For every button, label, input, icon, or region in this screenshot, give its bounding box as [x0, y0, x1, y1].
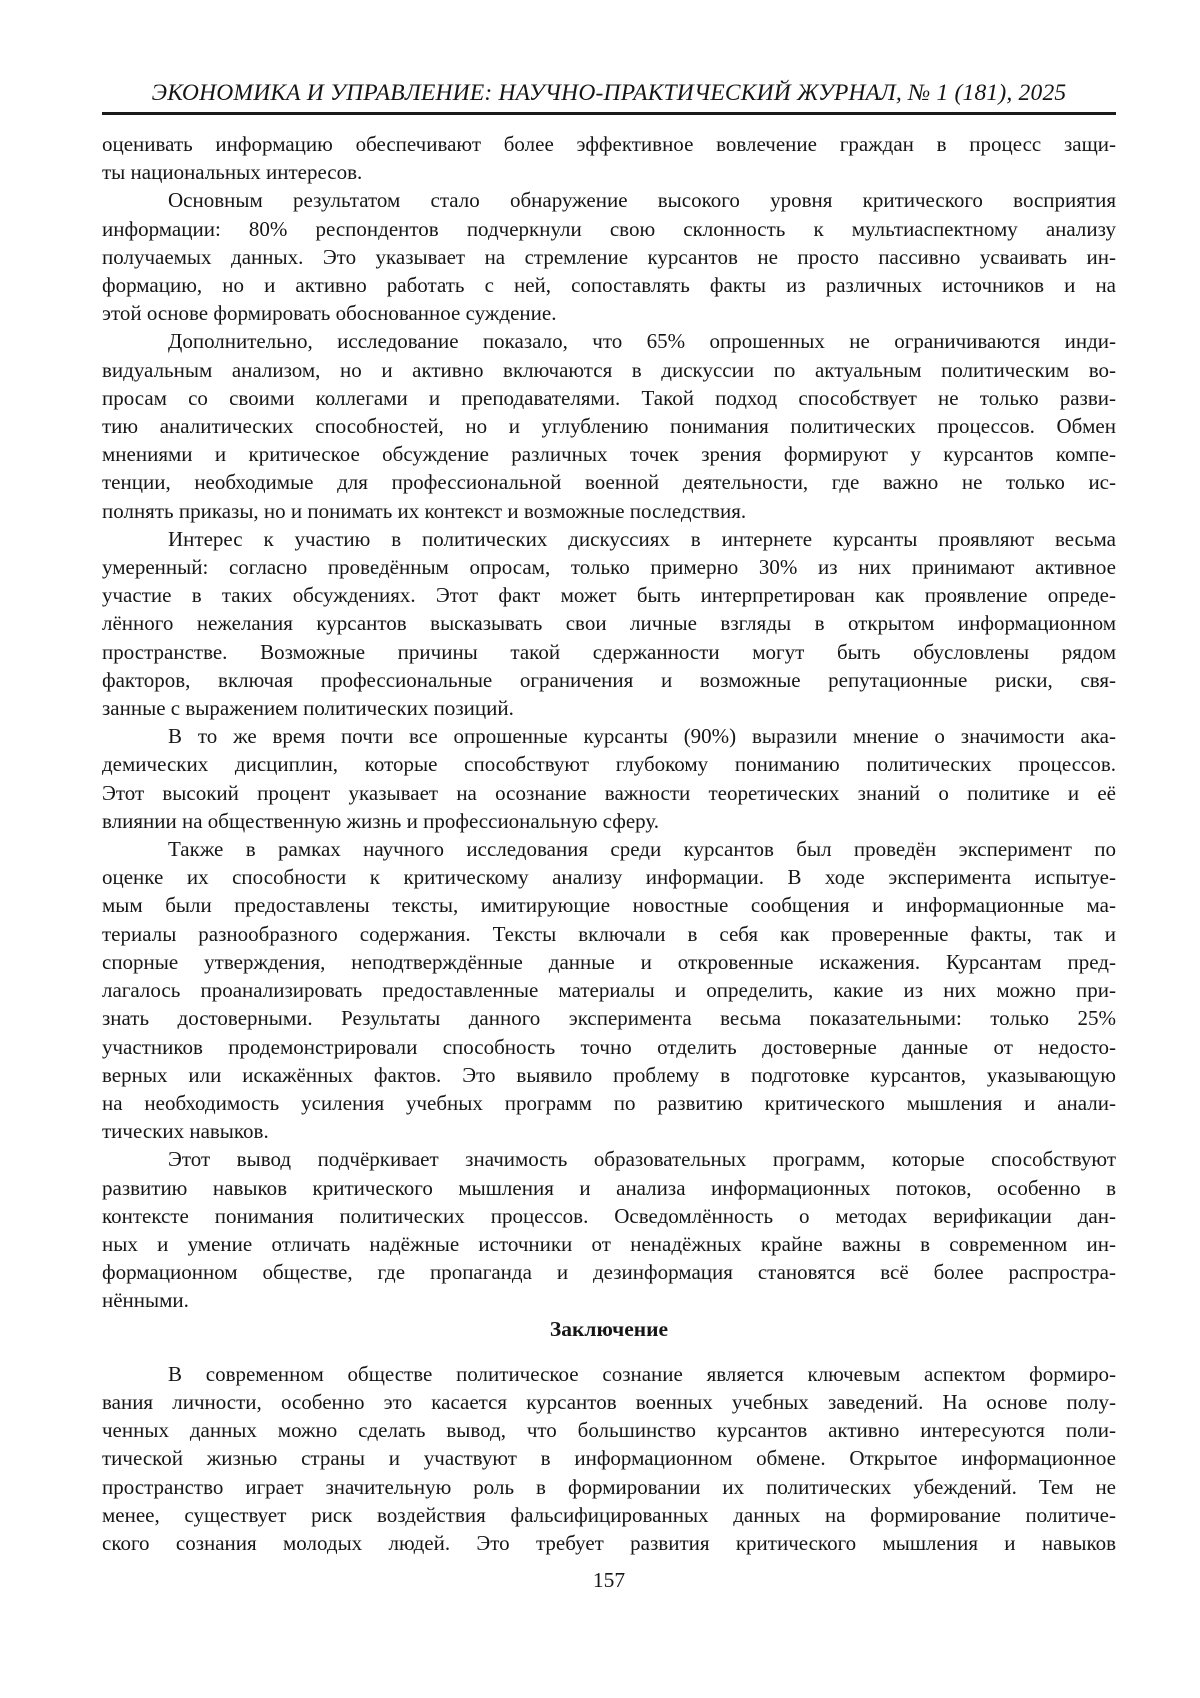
text-line: ных и умение отличать надёжные источники от ненадёжных крайне важны в современном ин-: [102, 1231, 1116, 1256]
text-line: В современном обществе политическое сознание является ключевым аспектом формиро-: [168, 1361, 1116, 1386]
text-line: на необходимость усиления учебных программ по развитию критического мышления и анали-: [102, 1090, 1116, 1115]
text-line: этой основе формировать обоснованное суждение.: [102, 301, 557, 326]
text-line: Интерес к участию в политических дискуссиях в интернете курсанты проявляют весьма: [168, 526, 1116, 551]
paragraph: [102, 327, 1116, 524]
paragraph: [102, 835, 1116, 1145]
paragraph: [102, 722, 1116, 835]
text-line: пространстве. Возможные причины такой сдержанности могут быть обусловлены рядом: [102, 639, 1116, 664]
text-line: Этот высокий процент указывает на осознание важности теоретических знаний о политике и её: [102, 780, 1116, 805]
paragraph: [102, 1360, 1116, 1557]
text-line: верных или искажённых фактов. Это выявило проблему в подготовке курсантов, указывающую: [102, 1062, 1116, 1087]
text-line: участников продемонстрировали способность точно отделить достоверные данные от недосто-: [102, 1034, 1116, 1059]
paragraph: [102, 525, 1116, 722]
page-content: [102, 0, 1116, 1557]
text-line: влиянии на общественную жизнь и профессиональную сферу.: [102, 808, 660, 833]
text-line: тической жизнью страны и участвуют в информационном обмене. Открытое информационное: [102, 1446, 1116, 1471]
text-line: контексте понимания политических процессов. Осведомлённость о методах верификации дан-: [102, 1203, 1116, 1228]
text-line: информации: 80% респондентов подчеркнули свою склонность к мультиаспектному анализу: [102, 216, 1116, 241]
text-line: вания личности, особенно это касается курсантов военных учебных заведений. На основе полу-: [102, 1389, 1116, 1414]
text-line: Дополнительно, исследование показало, что 65% опрошенных не ограничиваются инди-: [168, 329, 1116, 354]
journal-header-title: ЭКОНОМИКА И УПРАВЛЕНИЕ: НАУЧНО-ПРАКТИЧЕСКИЙ ЖУРНАЛ, № 1 (181), 2025: [151, 80, 1067, 106]
paragraph: [102, 186, 1116, 327]
text-line: знать достоверными. Результаты данного эксперимента весьма показательными: только 25%: [102, 1006, 1116, 1031]
text-line: Также в рамках научного исследования среди курсантов был проведён эксперимент по: [168, 837, 1116, 862]
text-line: тических навыков.: [102, 1119, 269, 1144]
text-line: ты национальных интересов.: [102, 160, 363, 185]
text-line: участие в таких обсуждениях. Этот факт может быть интерпретирован как проявление опреде-: [102, 583, 1116, 608]
text-line: териалы разнообразного содержания. Тексты включали в себя как проверенные факты, так и: [102, 921, 1116, 946]
text-line: оценивать информацию обеспечивают более эффективное вовлечение граждан в процесс защи-: [102, 132, 1116, 156]
text-line: формационном обществе, где пропаганда и дезинформация становятся всё более распростра-: [102, 1260, 1116, 1285]
text-line: ченных данных можно сделать вывод, что большинство курсантов активно интересуются поли-: [102, 1418, 1116, 1443]
text-line: менее, существует риск воздействия фальсифицированных данных на формирование политиче-: [102, 1502, 1116, 1527]
text-line: Этот вывод подчёркивает значимость образовательных программ, которые способствуют: [168, 1147, 1116, 1172]
text-line: В то же время почти все опрошенные курсанты (90%) выразили мнение о значимости ака-: [168, 724, 1116, 749]
header-divider: [102, 112, 1116, 115]
text-line: Основным результатом стало обнаружение высокого уровня критического восприятия: [168, 188, 1116, 213]
text-line: оценке их способности к критическому анализу информации. В ходе эксперимента испытуе-: [102, 865, 1116, 890]
text-line: нёнными.: [102, 1288, 189, 1313]
text-line: видуальным анализом, но и активно включаются в дискуссии по актуальным политическим во-: [102, 357, 1116, 382]
page-number: 157: [592, 1568, 626, 1592]
article-body: [102, 130, 1116, 1557]
text-line: мым были предоставлены тексты, имитирующие новостные сообщения и информационные ма-: [102, 893, 1116, 918]
paragraph: [102, 1145, 1116, 1314]
text-line: лагалось проанализировать предоставленные материалы и определить, какие из них можно при-: [102, 978, 1116, 1003]
text-line: пространство играет значительную роль в формировании их политических убеждений. Тем не: [102, 1474, 1116, 1499]
text-line: развитию навыков критического мышления и анализа информационных потоков, особенно в: [102, 1175, 1116, 1200]
section-heading: Заключение: [549, 1316, 669, 1341]
text-line: ского сознания молодых людей. Это требует развития критического мышления и навыков: [102, 1530, 1116, 1555]
text-line: просам со своими коллегами и преподавателями. Такой подход способствует не только разви-: [102, 385, 1116, 410]
text-line: формацию, но и активно работать с ней, сопоставлять факты из различных источников и на: [102, 273, 1116, 298]
paragraph: [102, 130, 1116, 186]
text-line: тенции, необходимые для профессиональной военной деятельности, где важно не только ис-: [102, 470, 1116, 495]
text-line: мнениями и критическое обсуждение различных точек зрения формируют у курсантов компе-: [102, 442, 1116, 467]
text-line: спорные утверждения, неподтверждённые данные и откровенные искажения. Курсантам пред-: [102, 949, 1116, 974]
text-line: факторов, включая профессиональные ограничения и возможные репутационные риски, свя-: [102, 667, 1116, 692]
text-line: получаемых данных. Это указывает на стремление курсантов не просто пассивно усваивать ин-: [102, 244, 1116, 269]
text-line: тию аналитических способностей, но и углублению понимания политических процессов. Обмен: [102, 414, 1116, 439]
text-line: умеренный: согласно проведённым опросам, только примерно 30% из них принимают активное: [102, 555, 1116, 580]
text-line: демических дисциплин, которые способствуют глубокому пониманию политических процессов.: [102, 752, 1116, 777]
text-line: занные с выражением политических позиций.: [102, 696, 514, 721]
text-line: лённого нежелания курсантов высказывать свои личные взгляды в открытом информационном: [102, 611, 1116, 636]
text-line: полнять приказы, но и понимать их контекст и возможные последствия.: [102, 498, 747, 523]
